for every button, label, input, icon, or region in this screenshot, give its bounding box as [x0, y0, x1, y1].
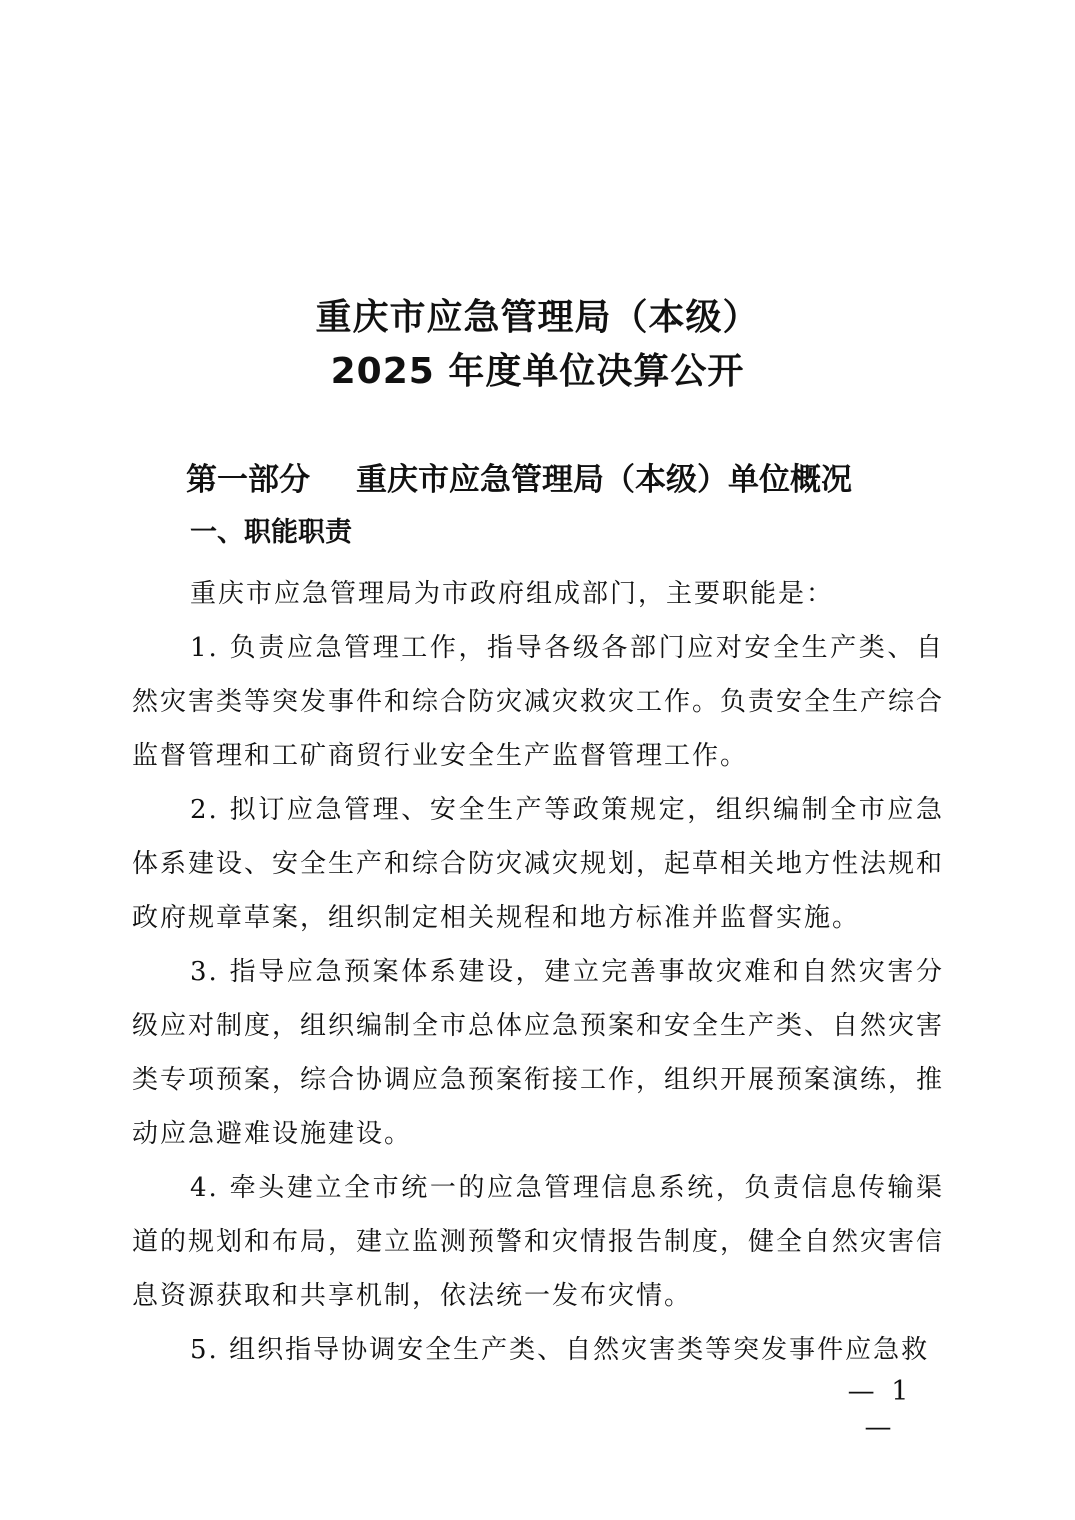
paragraph-intro: 重庆市应急管理局为市政府组成部门，主要职能是：	[190, 579, 835, 609]
part-label: 第一部分	[186, 462, 310, 498]
paragraph-item-1: 1. 负责应急管理工作，指导各级各部门应对安全生产类、自然灾害类等突发事件和综合防灾减灾救灾工作。负责安全生产综合监督管理和工矿商贸行业安全生产监督管理工作。	[132, 633, 945, 771]
part-title: 重庆市应急管理局（本级）单位概况	[356, 462, 852, 498]
paragraph-item-3: 3. 指导应急预案体系建设，建立完善事故灾难和自然灾害分级应对制度，组织编制全市总体应急预案和安全生产类、自然灾害类专项预案，综合协调应急预案衔接工作，组织开展预案演练，推动应急避难设施建设。	[132, 957, 945, 1149]
page-number: — 1 —	[847, 1376, 913, 1443]
paragraph-item-2: 2. 拟订应急管理、安全生产等政策规定，组织编制全市应急体系建设、安全生产和综合防灾减灾规划，起草相关地方性法规和政府规章草案，组织制定相关规程和地方标准并监督实施。	[132, 795, 945, 933]
document-title-line2: 2025 年度单位决算公开	[330, 351, 745, 392]
body-text	[132, 567, 944, 1377]
section-heading: 一、职能职责	[190, 517, 352, 548]
document-title-line1: 重庆市应急管理局（本级）	[315, 297, 760, 338]
paragraph-item-4: 4. 牵头建立全市统一的应急管理信息系统，负责信息传输渠道的规划和布局，建立监测预警和灾情报告制度，健全自然灾害信息资源获取和共享机制，依法统一发布灾情。	[132, 1173, 945, 1311]
part-heading	[186, 460, 946, 500]
paragraph-item-5: 5. 组织指导协调安全生产类、自然灾害类等突发事件应急救	[190, 1335, 930, 1365]
